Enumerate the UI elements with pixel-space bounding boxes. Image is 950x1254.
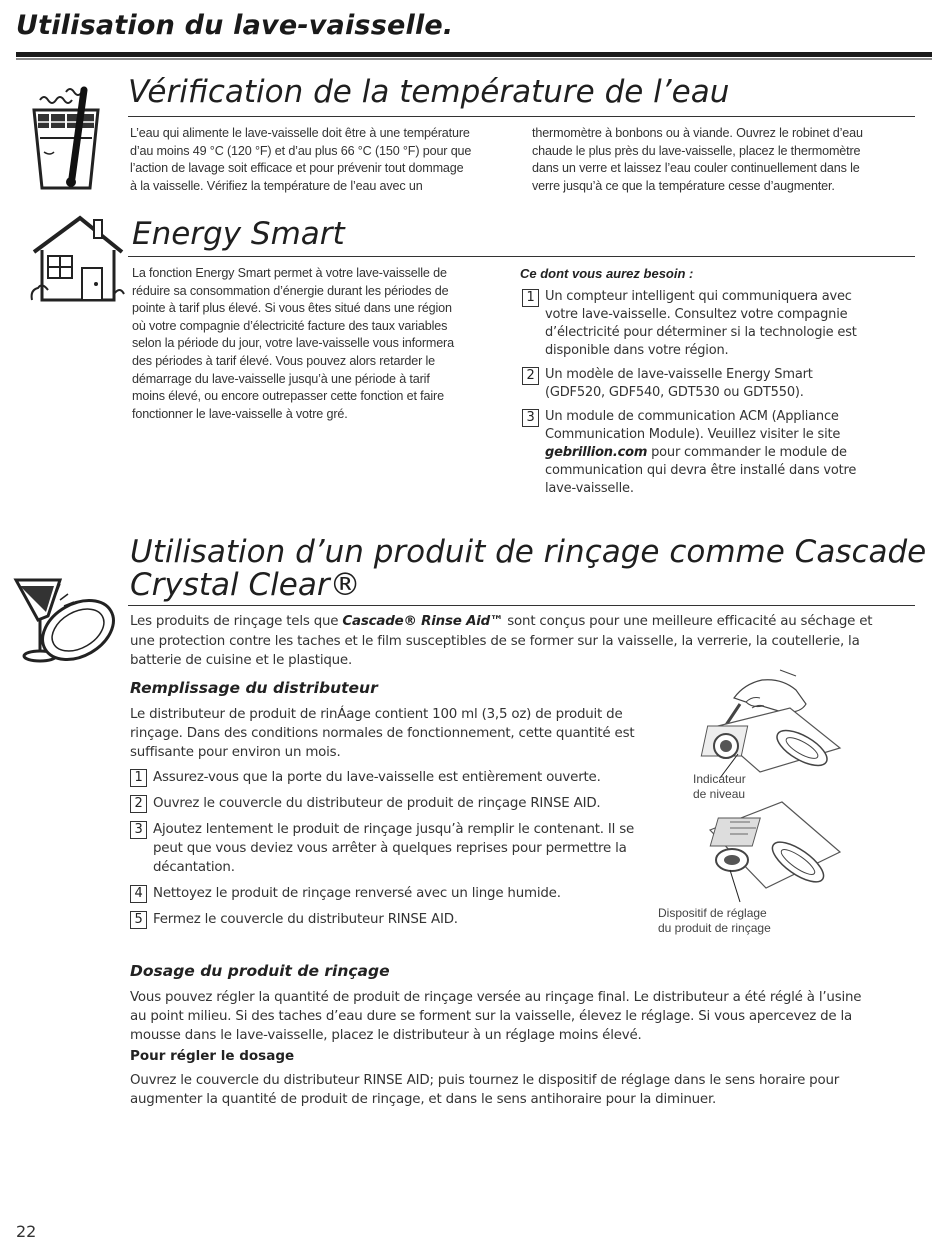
subsection-title-dosage: Dosage du produit de rinçage <box>130 962 390 980</box>
step-number-box: 2 <box>522 367 539 385</box>
energy-house-icon <box>30 212 126 304</box>
needs-list <box>522 288 912 498</box>
fill-description: Le distributeur de produit de rinÁage contient 100 ml (3,5 oz) de produit de rinçage. Dans des conditions normales de fonctionnement, cette quantité est suffisante pour environ un mois. <box>130 707 635 760</box>
step-number-box: 2 <box>130 795 147 813</box>
section-title-energy-smart: Energy Smart <box>132 216 345 252</box>
title-rule-secondary <box>16 58 932 60</box>
rinse-aid-intro: Les produits de rinçage tels que Cascade® Rinse Aid™ sont conçus pour une meilleure efficacité au séchage et une protection contre les taches et le film susceptibles de se former sur la vaisselle, la verrerie, la coutellerie, la batterie de cuisine et le plastique. <box>130 614 873 668</box>
dispenser-fill-illustration <box>690 668 850 788</box>
fill-step: 5 Fermez le couvercle du distributeur RINSE AID. <box>130 910 690 929</box>
adjust-dosage-instructions: Ouvrez le couvercle du distributeur RINSE AID; puis tournez le dispositif de réglage dans le sens horaire pour augmenter la quantité de produit de rinçage, et dans le sens antihoraire pour la diminuer. <box>130 1073 840 1107</box>
water-temp-text-col2: thermomètre à bonbons ou à viande. Ouvrez le robinet d’eau chaude le plus près du lave-vaisselle, placez le thermomètre dans un verre et laissez l’eau couler continuellement dans le verre jusqu’à ce que la température cesse d’augmenter. <box>532 126 863 193</box>
section-rule <box>128 116 915 117</box>
glass-plate-icon <box>10 572 120 668</box>
water-temp-text-col1: L’eau qui alimente le lave-vaisselle doit être à une température d’au moins 49 °C (120 °F) et d’au plus 66 °C (150 °F) pour que l’action de lavage soit efficace et pour prévenir tout dommage à la vaisselle. Vérifiez la température de l’eau avec un <box>130 126 472 193</box>
glass-thermometer-icon <box>26 82 106 194</box>
adjuster-caption: Dispositif de réglage du produit de rinçage <box>658 906 771 935</box>
needs-heading: Ce dont vous aurez besoin : <box>520 266 694 281</box>
fill-steps <box>130 768 690 929</box>
section-title-water-temperature: Vérification de la température de l’eau <box>128 74 730 110</box>
page-title: Utilisation du lave-vaisselle. <box>16 10 454 41</box>
level-indicator-caption: Indicateur de niveau <box>693 772 746 801</box>
needs-item: 2 Un modèle de lave-vaisselle Energy Smart (GDF520, GDF540, GDT530 ou GDT550). <box>522 366 912 402</box>
fill-step: 3 Ajoutez lentement le produit de rinçage jusqu’à remplir le contenant. Il se peut que vous deviez vous arrêter à quelques reprises pour permettre la décantation. <box>130 820 690 877</box>
step-number-box: 5 <box>130 911 147 929</box>
step-number-box: 3 <box>130 821 147 839</box>
fill-step: 1 Assurez-vous que la porte du lave-vaisselle est entièrement ouverte. <box>130 768 690 787</box>
section-rule <box>128 605 915 606</box>
section-rule <box>128 256 915 257</box>
step-number-box: 1 <box>522 289 539 307</box>
page-number: 22 <box>16 1222 37 1241</box>
gebrillion-link[interactable]: gebrillion.com <box>545 445 648 460</box>
fill-step: 2 Ouvrez le couvercle du distributeur de produit de rinçage RINSE AID. <box>130 794 690 813</box>
cascade-rinse-aid-brand: Cascade® Rinse Aid™ <box>342 614 504 629</box>
step-number-box: 4 <box>130 885 147 903</box>
fill-step: 4 Nettoyez le produit de rinçage renversé avec un linge humide. <box>130 884 690 903</box>
subsection-title-fill: Remplissage du distributeur <box>130 679 378 697</box>
energy-smart-description: La fonction Energy Smart permet à votre lave-vaisselle de réduire sa consommation d’énergie durant les périodes de pointe à tarif plus élevé. Si vous êtes situé dans une région où votre compagnie d’électricité facture des taux variables selon la période du jour, votre lave-vaisselle vous informera des périodes à tarif élevé. Vous pouvez alors retarder le démarrage du lave-vaisselle jusqu’à une période à tarif moins élevé, ou encore outrepasser cette fonction et faire fonctionner le lave-vaisselle à votre gré. <box>132 266 454 421</box>
title-rule <box>16 52 932 57</box>
adjust-dosage-heading: Pour régler le dosage <box>130 1048 295 1064</box>
step-number-box: 1 <box>130 769 147 787</box>
section-title-rinse-aid: Utilisation d’un produit de rinçage comme Cascade Crystal Clear® <box>130 534 927 603</box>
needs-item: 3 Un module de communication ACM (Appliance Communication Module). Veuillez visiter le site gebrillion.com pour commander le module de communication qui devra être installé dans votre lave-vaisselle. <box>522 408 912 498</box>
step-number-box: 3 <box>522 409 539 427</box>
needs-item: 1 Un compteur intelligent qui communiquera avec votre lave-vaisselle. Consultez votre compagnie d’électricité pour déterminer si la technologie est disponible dans votre région. <box>522 288 912 360</box>
dosage-description: Vous pouvez régler la quantité de produit de rinçage versée au rinçage final. Le distributeur a été réglé à l’usine au point milieu. Si des taches d’eau dure se forment sur la vaisselle, élevez le réglage. Si vous apercevez de la mousse dans le lave-vaisselle, placez le distributeur à un réglage moins élevé. <box>130 990 862 1043</box>
rinse-adjuster-illustration <box>690 798 850 910</box>
